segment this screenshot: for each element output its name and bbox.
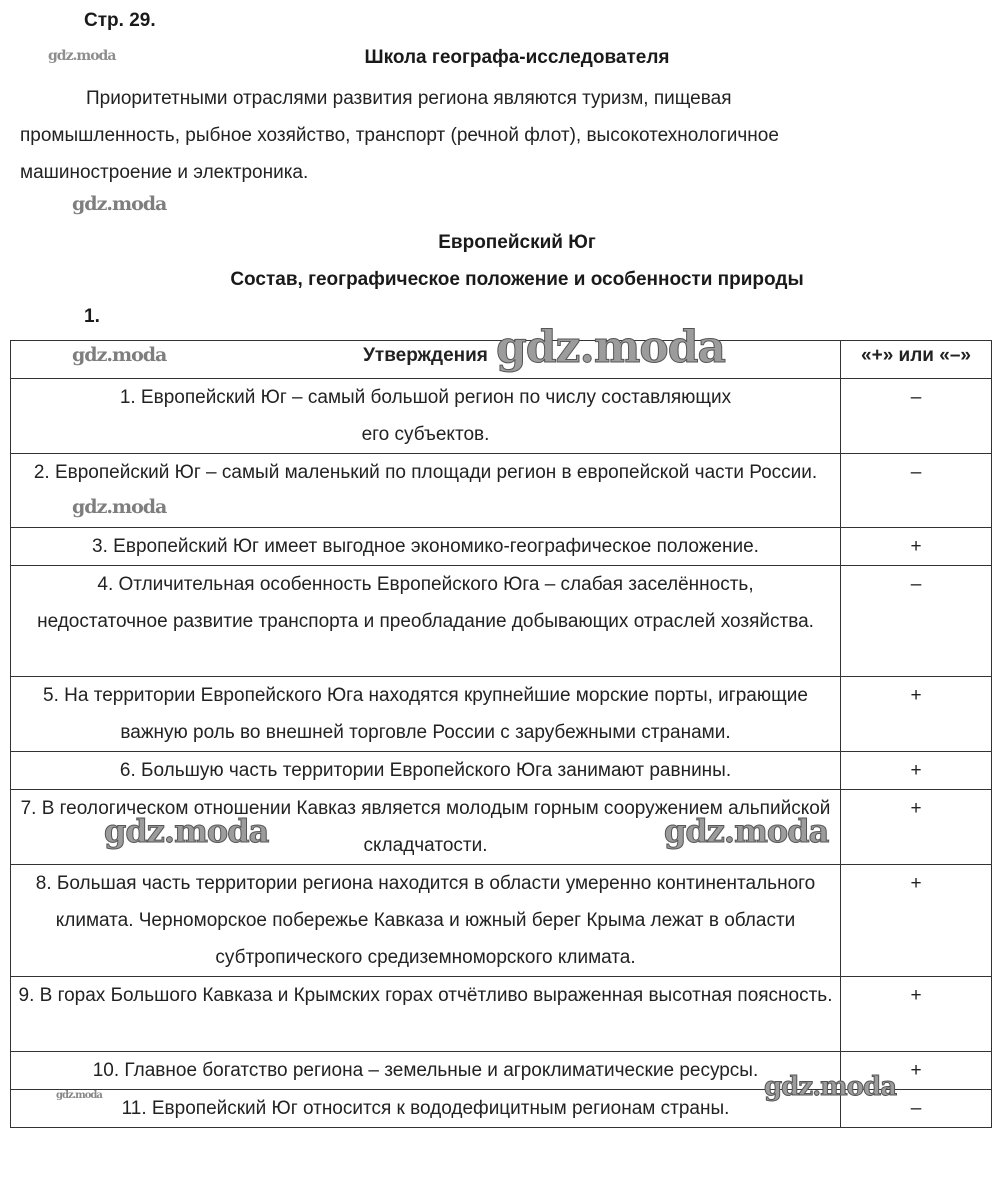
mark-value: +: [910, 760, 922, 781]
paragraph-line: машиностроение и электроника.: [20, 162, 309, 183]
watermark: gdz.moda: [664, 812, 829, 850]
subsection-title: Состав, географическое положение и особенности природы: [230, 269, 804, 290]
mark-value: –: [910, 387, 922, 408]
statement-text: 8. Большая часть территории региона находится в области умеренно континентального климата. Черноморское побережье Кавказа и южный берег Крыма лежат в области субтропического средиземноморского климата.: [35, 873, 816, 968]
statement-text: 7. В геологическом отношении Кавказ является молодым горным сооружением альпийской складчатости.: [20, 798, 831, 856]
watermark: gdz.moda: [48, 48, 116, 64]
mark-value: –: [910, 574, 922, 595]
table-row: [11, 566, 992, 677]
statement-text: 10. Главное богатство региона – земельные и агроклиматические ресурсы.: [92, 1060, 759, 1081]
table-row: [11, 790, 992, 865]
page-number: Стр. 29.: [84, 10, 156, 31]
mark-value: +: [910, 798, 922, 819]
watermark: gdz.moda: [72, 496, 167, 518]
region-title: Европейский Юг: [438, 232, 596, 253]
mark-value: –: [910, 1098, 922, 1119]
section-title: Школа географа-исследователя: [364, 47, 670, 68]
statement-text: 9. В горах Большого Кавказа и Крымских горах отчётливо выраженная высотная поясность.: [18, 985, 833, 1006]
statement-text: 2. Европейский Юг – самый маленький по площади регион в европейской части России.: [33, 462, 818, 483]
mark-value: +: [910, 685, 922, 706]
table-row: [11, 528, 992, 566]
mark-value: –: [910, 462, 922, 483]
table-row: [11, 379, 992, 454]
watermark: gdz.moda: [496, 322, 726, 373]
mark-value: +: [910, 536, 922, 557]
intro-paragraph: [20, 80, 920, 191]
table-row: [11, 677, 992, 752]
watermark: gdz.moda: [72, 344, 167, 366]
statement-text: 6. Большую часть территории Европейского Юга занимают равнины.: [119, 760, 732, 781]
statement-text: 11. Европейский Юг относится к вододефицитным регионам страны.: [121, 1098, 730, 1119]
table-row: [11, 865, 992, 977]
statements-table: [10, 340, 992, 1128]
watermark: gdz.moda: [764, 1072, 897, 1102]
statement-text: 4. Отличительная особенность Европейского Юга – слабая заселённость, недостаточное развитие транспорта и преобладание добывающих отраслей хозяйства.: [37, 574, 814, 632]
task-number: 1.: [84, 306, 100, 327]
watermark: gdz.moda: [72, 193, 167, 215]
table-header-row: [11, 341, 992, 379]
mark-value: +: [910, 985, 922, 1006]
column-header-statements: Утверждения: [11, 341, 841, 379]
mark-value: +: [910, 1060, 922, 1081]
statement-text: 5. На территории Европейского Юга находятся крупнейшие морские порты, играющие важную роль во внешней торговле России с зарубежными странами.: [43, 685, 808, 743]
statement-text: 3. Европейский Юг имеет выгодное экономико-географическое положение.: [92, 536, 759, 557]
paragraph-line: Приоритетными отраслями развития региона являются туризм, пищевая: [86, 88, 732, 109]
table-row: [11, 1052, 992, 1090]
watermark: gdz.moda: [104, 812, 269, 850]
table-row: [11, 1090, 992, 1128]
column-header-mark: «+» или «–»: [841, 341, 992, 379]
table-row: [11, 454, 992, 528]
watermark: gdz.moda: [56, 1090, 102, 1101]
table-row: [11, 977, 992, 1052]
paragraph-line: промышленность, рыбное хозяйство, транспорт (речной флот), высокотехнологичное: [20, 125, 779, 146]
mark-value: +: [910, 873, 922, 894]
table-row: [11, 752, 992, 790]
statement-text: 1. Европейский Юг – самый большой регион по числу составляющих его субъектов.: [119, 387, 732, 445]
